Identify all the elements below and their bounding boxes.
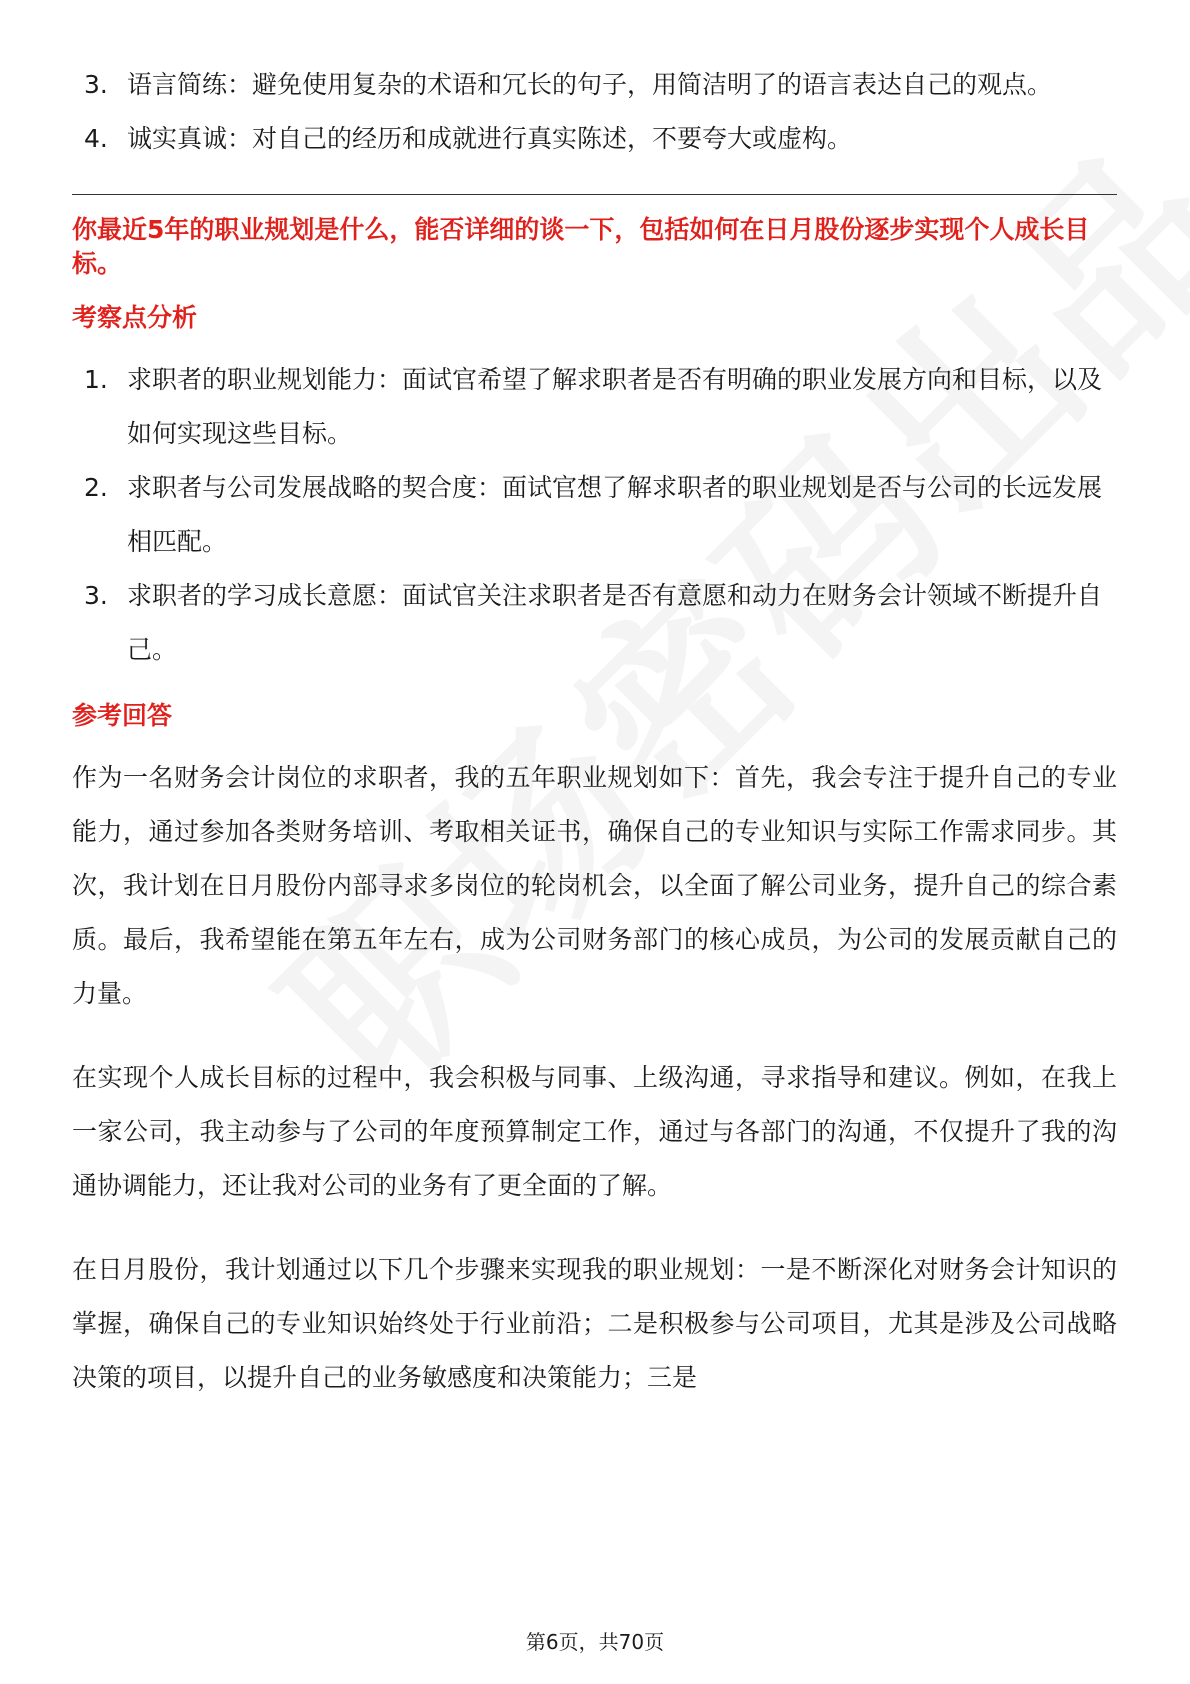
answer-heading: 参考回答 xyxy=(72,701,173,730)
list-item xyxy=(72,58,1117,112)
answer-paragraph: 在实现个人成长目标的过程中，我会积极与同事、上级沟通，寻求指导和建议。例如，在我上一家公司，我主动参与了公司的年度预算制定工作，通过与各部门的沟通，不仅提升了我的沟通协调能力，还让我对公司的业务有了更全面的了解。 xyxy=(72,1063,1117,1200)
list-item-text: 求职者的职业规划能力：面试官希望了解求职者是否有明确的职业发展方向和目标，以及如何实现这些目标。 xyxy=(127,365,1103,448)
list-item-number: 3. xyxy=(84,70,108,99)
analysis-heading: 考察点分析 xyxy=(72,303,198,332)
list-item-text: 求职者与公司发展战略的契合度：面试官想了解求职者的职业规划是否与公司的长远发展相匹配。 xyxy=(127,473,1103,556)
list-item xyxy=(72,569,1117,677)
list-item-text: 求职者的学习成长意愿：面试官关注求职者是否有意愿和动力在财务会计领域不断提升自己。 xyxy=(127,581,1103,664)
list-item-number: 4. xyxy=(84,124,108,153)
answer-paragraph: 在日月股份，我计划通过以下几个步骤来实现我的职业规划：一是不断深化对财务会计知识的掌握，确保自己的专业知识始终处于行业前沿；二是积极参与公司项目，尤其是涉及公司战略决策的项目，以提升自己的业务敏感度和决策能力；三是 xyxy=(72,1255,1117,1392)
list-item xyxy=(72,112,1117,166)
list-item-number: 1. xyxy=(84,365,108,394)
page-content xyxy=(72,58,1117,1435)
list-item-text: 诚实真诚：对自己的经历和成就进行真实陈述，不要夸大或虚构。 xyxy=(127,124,853,153)
list-item-number: 3. xyxy=(84,581,108,610)
top-criteria-list xyxy=(72,58,1117,166)
list-item xyxy=(72,353,1117,461)
section-divider xyxy=(72,194,1117,195)
list-item-text: 语言简练：避免使用复杂的术语和冗长的句子，用简洁明了的语言表达自己的观点。 xyxy=(127,70,1053,99)
interview-question: 你最近5年的职业规划是什么，能否详细的谈一下，包括如何在日月股份逐步实现个人成长目标。 xyxy=(72,215,1090,278)
answer-paragraph: 作为一名财务会计岗位的求职者，我的五年职业规划如下：首先，我会专注于提升自己的专业能力，通过参加各类财务培训、考取相关证书，确保自己的专业知识与实际工作需求同步。其次，我计划在日月股份内部寻求多岗位的轮岗机会，以全面了解公司业务，提升自己的综合素质。最后，我希望能在第五年左右，成为公司财务部门的核心成员，为公司的发展贡献自己的力量。 xyxy=(72,763,1117,1008)
list-item xyxy=(72,461,1117,569)
list-item-number: 2. xyxy=(84,473,108,502)
page-footer: 第6页，共70页 xyxy=(525,1630,665,1654)
analysis-list xyxy=(72,353,1117,677)
